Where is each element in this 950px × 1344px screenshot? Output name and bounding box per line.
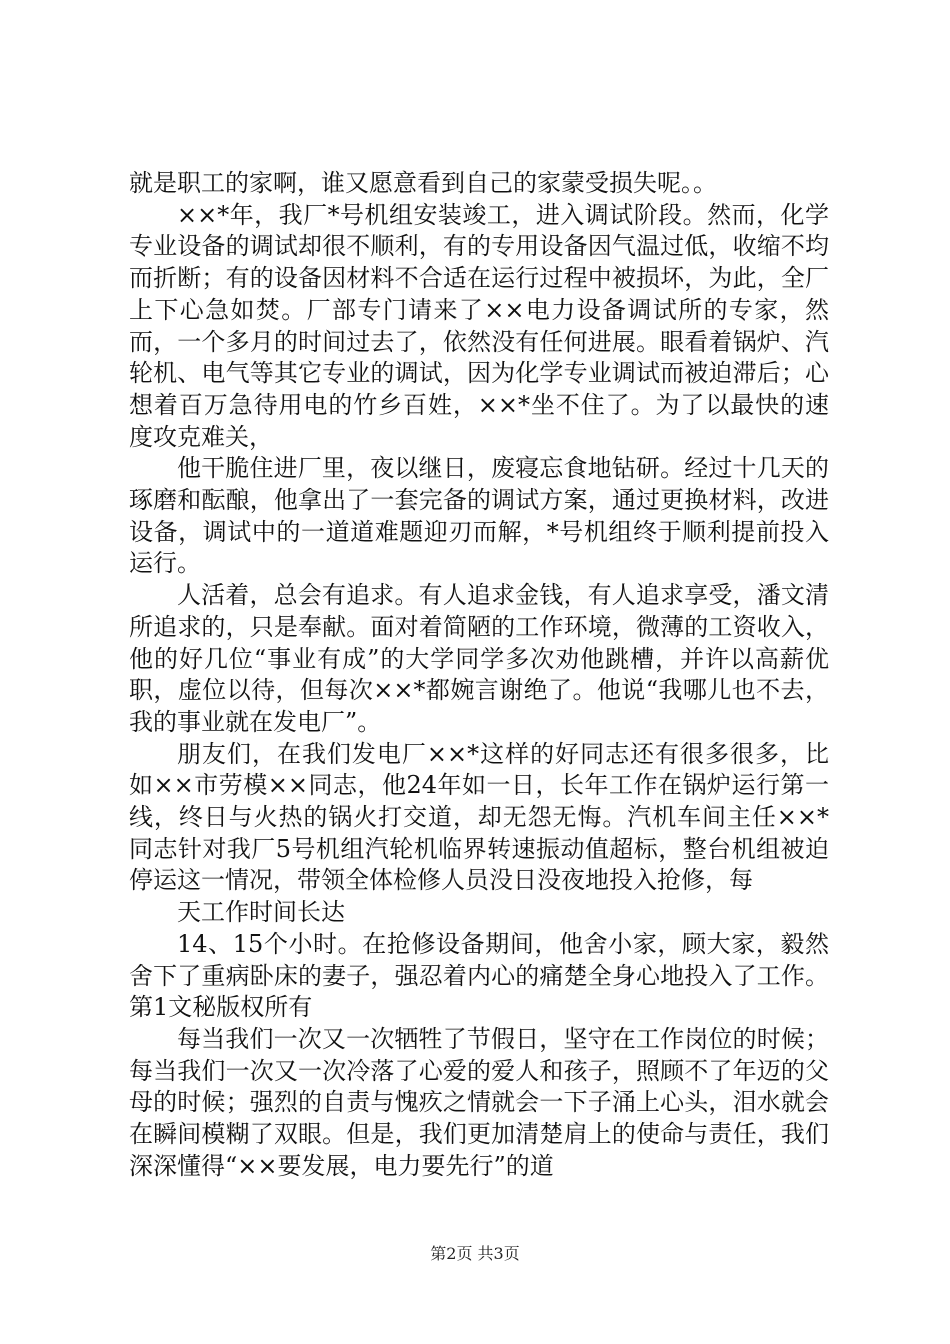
paragraph-2: ××*年，我厂*号机组安装竣工，进入调试阶段。然而，化学专业设备的调试却很不顺利，有的专用设备因气温过低，收缩不均而折断；有的设备因材料不合适在运行过程中被损坏，为此，全厂上下心急如焚。厂部专门请来了××电力设备调试所的专家，然而，一个多月的时间过去了，依然没有任何进展。眼看着锅炉、汽轮机、电气等其它专业的调试，因为化学专业调试而被迫滞后；心想着百万急待用电的竹乡百姓，××*坐不住了。为了以最快的速度攻克难关， — [129, 200, 829, 451]
paragraph-8: 每当我们一次又一次牺牲了节假日，坚守在工作岗位的时候；每当我们一次又一次冷落了心爱的爱人和孩子，照顾不了年迈的父母的时候；强烈的自责与愧疚之情就会一下子涌上心头，泪水就会在瞬间模糊了双眼。但是，我们更加清楚肩上的使命与责任，我们深深懂得“××要发展，电力要先行”的道 — [129, 1024, 829, 1180]
paragraph-4: 人活着，总会有追求。有人追求金钱，有人追求享受，潘文清所追求的，只是奉献。面对着简陋的工作环境，微薄的工资收入，他的好几位“事业有成”的大学同学多次劝他跳槽，并许以高薪优职，虚位以待，但每次××*都婉言谢绝了。他说“我哪儿也不去，我的事业就在发电厂”。 — [129, 581, 829, 736]
page-number-footer: 第2页 共3页 — [430, 1244, 520, 1263]
document-body — [129, 168, 829, 1183]
paragraph-3: 他干脆住进厂里，夜以继日，废寝忘食地钻研。经过十几天的琢磨和酝酿，他拿出了一套完备的调试方案，通过更换材料，改进设备，调试中的一道道难题迎刃而解，*号机组终于顺利提前投入运行。 — [129, 454, 829, 578]
paragraph-6: 天工作时间长达 — [177, 898, 345, 927]
paragraph-5: 朋友们，在我们发电厂××*这样的好同志还有很多很多，比如××市劳模××同志，他24年如一日，长年工作在锅炉运行第一线，终日与火热的锅火打交道，却无怨无悔。汽机车间主任××*同志针对我厂5号机组汽轮机临界转速振动值超标，整台机组被迫停运这一情况，带领全体检修人员没日没夜地投入抢修，每 — [129, 739, 829, 895]
paragraph-7: 14、15个小时。在抢修设备期间，他舍小家，顾大家，毅然舍下了重病卧床的妻子，强忍着内心的痛楚全身心地投入了工作。第1文秘版权所有 — [129, 929, 829, 1022]
paragraph-1: 就是职工的家啊，谁又愿意看到自己的家蒙受损失呢。。 — [129, 169, 717, 197]
